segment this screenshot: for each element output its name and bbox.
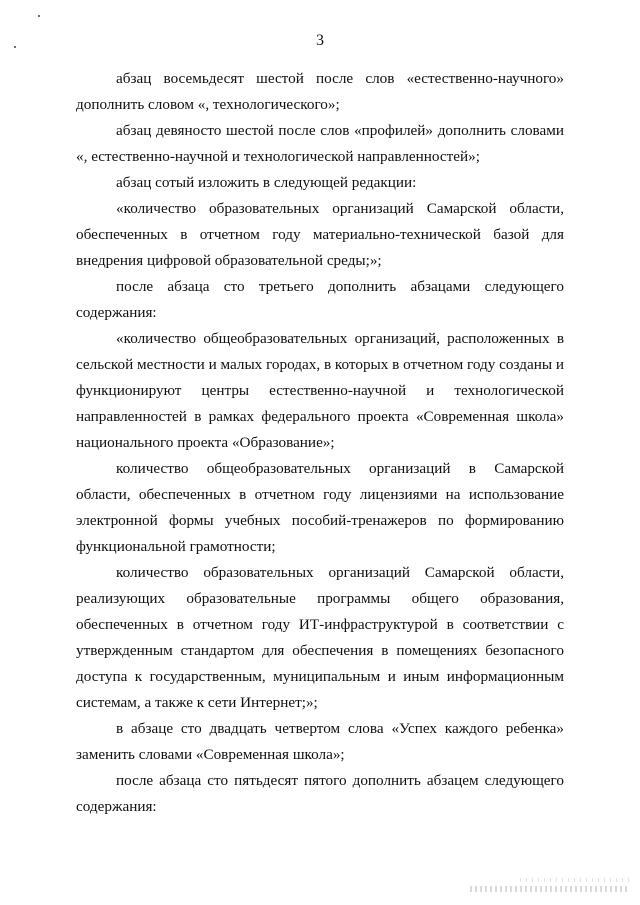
paragraph-6: «количество общеобразовательных организаций, расположенных в сельской местности и малых городах, в которых в отчетном году созданы и функционируют центры естественно-научной и технологической направленностей в рамках федерального проекта «Современная школа» национального проекта «Образование»; <box>76 330 564 451</box>
scan-speck <box>38 15 40 17</box>
paragraph-4: «количество образовательных организаций Самарской области, обеспеченных в отчетном году материально-технической базой для внедрения цифровой образовательной среды;»; <box>76 200 564 269</box>
paragraph-7: количество общеобразовательных организаций в Самарской области, обеспеченных в отчетном году лицензиями на использование электронной формы учебных пособий-тренажеров по формированию функциональной грамотности; <box>76 460 564 555</box>
document-body <box>76 66 564 820</box>
paragraph-5: после абзаца сто третьего дополнить абзацами следующего содержания: <box>76 278 564 321</box>
paragraph-3: абзац сотый изложить в следующей редакции: <box>116 174 417 191</box>
scan-artifact <box>520 878 630 882</box>
paragraph-9: в абзаце сто двадцать четвертом слова «Успех каждого ребенка» заменить словами «Современная школа»; <box>76 720 564 763</box>
paragraph-10: после абзаца сто пятьдесят пятого дополнить абзацем следующего содержания: <box>76 772 564 815</box>
paragraph-8: количество образовательных организаций Самарской области, реализующих образовательные программы общего образования, обеспеченных в отчетном году ИТ-инфраструктурой в соответствии с утвержденным стандартом для обеспечения в помещениях безопасного доступа к государственным, муниципальным и иным информационным системам, а также к сети Интернет;»; <box>76 564 564 711</box>
page-number: 3 <box>316 32 324 49</box>
scan-artifact <box>470 886 630 892</box>
paragraph-1: абзац восемьдесят шестой после слов «естественно-научного» дополнить словом «, технологического»; <box>76 70 564 113</box>
paragraph-2: абзац девяносто шестой после слов «профилей» дополнить словами «, естественно-научной и технологической направленностей»; <box>76 122 564 165</box>
